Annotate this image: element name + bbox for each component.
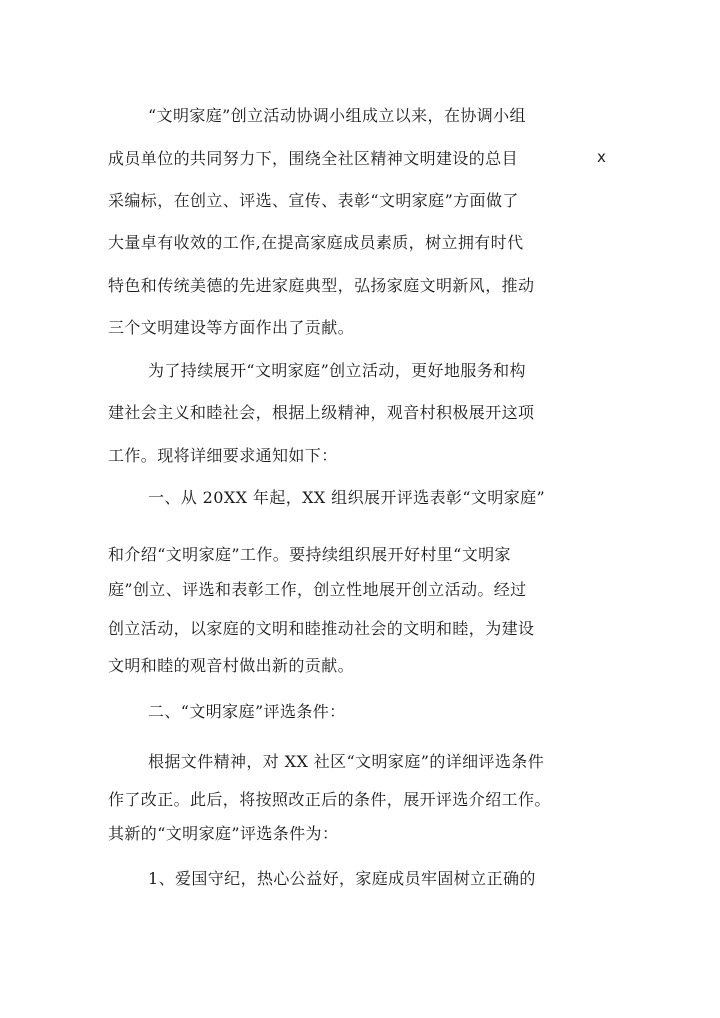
- section-heading: 二、“文明家庭”评选条件：: [148, 702, 346, 721]
- text-line: 特色和传统美德的先进家庭典型，弘扬家庭文明新风，推动: [108, 276, 535, 295]
- text-line: 文明和睦的观音村做出新的贡献。: [108, 656, 355, 675]
- text-line: 其新的“文明家庭”评选条件为：: [108, 824, 339, 843]
- margin-mark: x: [597, 148, 606, 166]
- text-line: 采编标，在创立、评选、宣传、表彰“文明家庭”方面做了: [108, 191, 519, 210]
- text-line: 和介绍“文明家庭”工作。要持续组织展开好村里“文明家: [108, 545, 511, 564]
- text-line: 一、从 20XX 年起，XX 组织展开评选表彰“文明家庭”: [148, 488, 546, 507]
- text-line: 作了改正。此后，将按照改正后的条件，展开评选介绍工作。: [108, 790, 551, 809]
- text-line: 建社会主义和睦社会，根据上级精神，观音村积极展开这项: [108, 403, 535, 422]
- text-line: 根据文件精神，对 XX 社区“文明家庭”的详细评选条件: [148, 752, 545, 771]
- text-line: 三个文明建设等方面作出了贡献。: [108, 318, 355, 337]
- text-line: 庭”创立、评选和表彰工作，创立性地展开创立活动。经过: [108, 580, 527, 599]
- text-line: 大量卓有收效的工作,在提高家庭成员素质，树立拥有时代: [108, 233, 524, 252]
- text-line: 成员单位的共同努力下，围绕全社区精神文明建设的总目: [108, 149, 519, 168]
- text-line: 工作。现将详细要求通知如下：: [108, 446, 338, 465]
- text-line: “文明家庭”创立活动协调小组成立以来，在协调小组: [148, 106, 526, 125]
- text-line: 为了持续展开“文明家庭”创立活动，更好地服务和构: [148, 361, 526, 380]
- list-item: 1、爱国守纪，热心公益好，家庭成员牢固树立正确的: [148, 869, 536, 888]
- text-line: 创立活动，以家庭的文明和睦推动社会的文明和睦，为建设: [108, 619, 535, 638]
